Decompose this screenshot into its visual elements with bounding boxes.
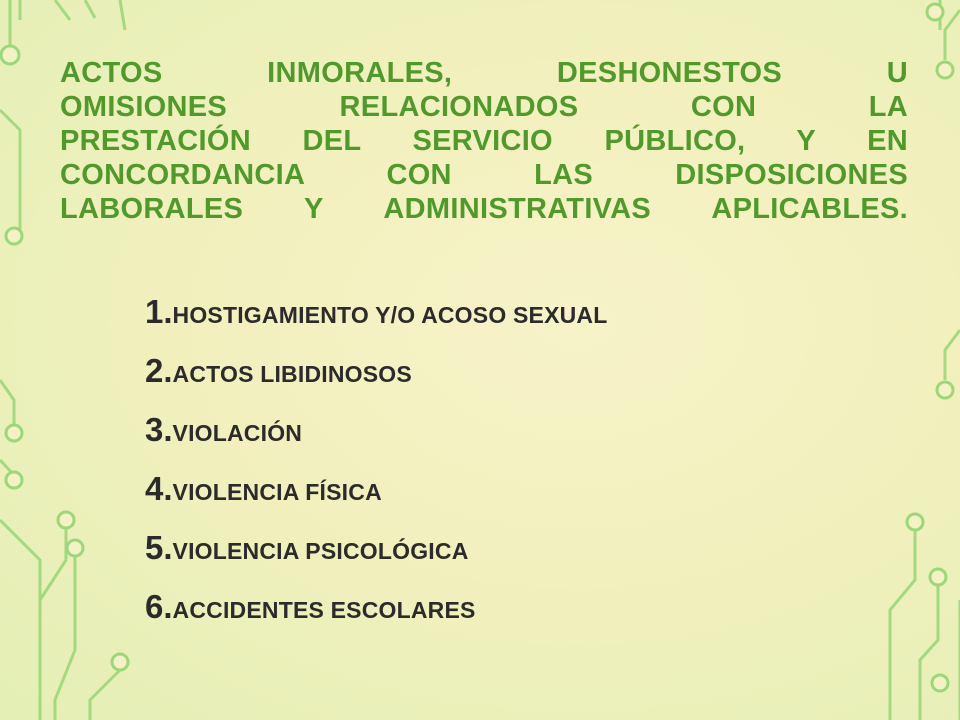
title-line: ACTOS INMORALES, DESHONESTOS U <box>60 57 908 89</box>
list-item-number: 1. <box>145 293 173 330</box>
list-item <box>145 341 608 400</box>
list-item-number: 2. <box>145 352 173 389</box>
title-line: OMISIONES RELACIONADOS CON LA <box>60 91 908 123</box>
slide-title <box>60 56 908 226</box>
list-item-number: 6. <box>145 588 173 625</box>
list-item-number: 5. <box>145 529 173 566</box>
list-item <box>145 577 608 636</box>
list-item <box>145 518 608 577</box>
title-line: PRESTACIÓN DEL SERVICIO PÚBLICO, Y EN <box>60 125 908 157</box>
title-line: LABORALES Y ADMINISTRATIVAS APLICABLES. <box>60 193 908 225</box>
list-item-text: HOSTIGAMIENTO Y/O ACOSO SEXUAL <box>172 302 608 328</box>
list-item-text: VIOLACIÓN <box>172 420 303 446</box>
numbered-list <box>145 282 608 636</box>
list-item <box>145 282 608 341</box>
list-item-text: VIOLENCIA FÍSICA <box>172 479 382 505</box>
list-item <box>145 400 608 459</box>
list-item-text: VIOLENCIA PSICOLÓGICA <box>172 538 469 564</box>
title-line: CONCORDANCIA CON LAS DISPOSICIONES <box>60 159 908 191</box>
list-item <box>145 459 608 518</box>
list-item-text: ACCIDENTES ESCOLARES <box>172 597 476 623</box>
list-item-number: 3. <box>145 411 173 448</box>
list-item-number: 4. <box>145 470 173 507</box>
list-item-text: ACTOS LIBIDINOSOS <box>172 361 412 387</box>
